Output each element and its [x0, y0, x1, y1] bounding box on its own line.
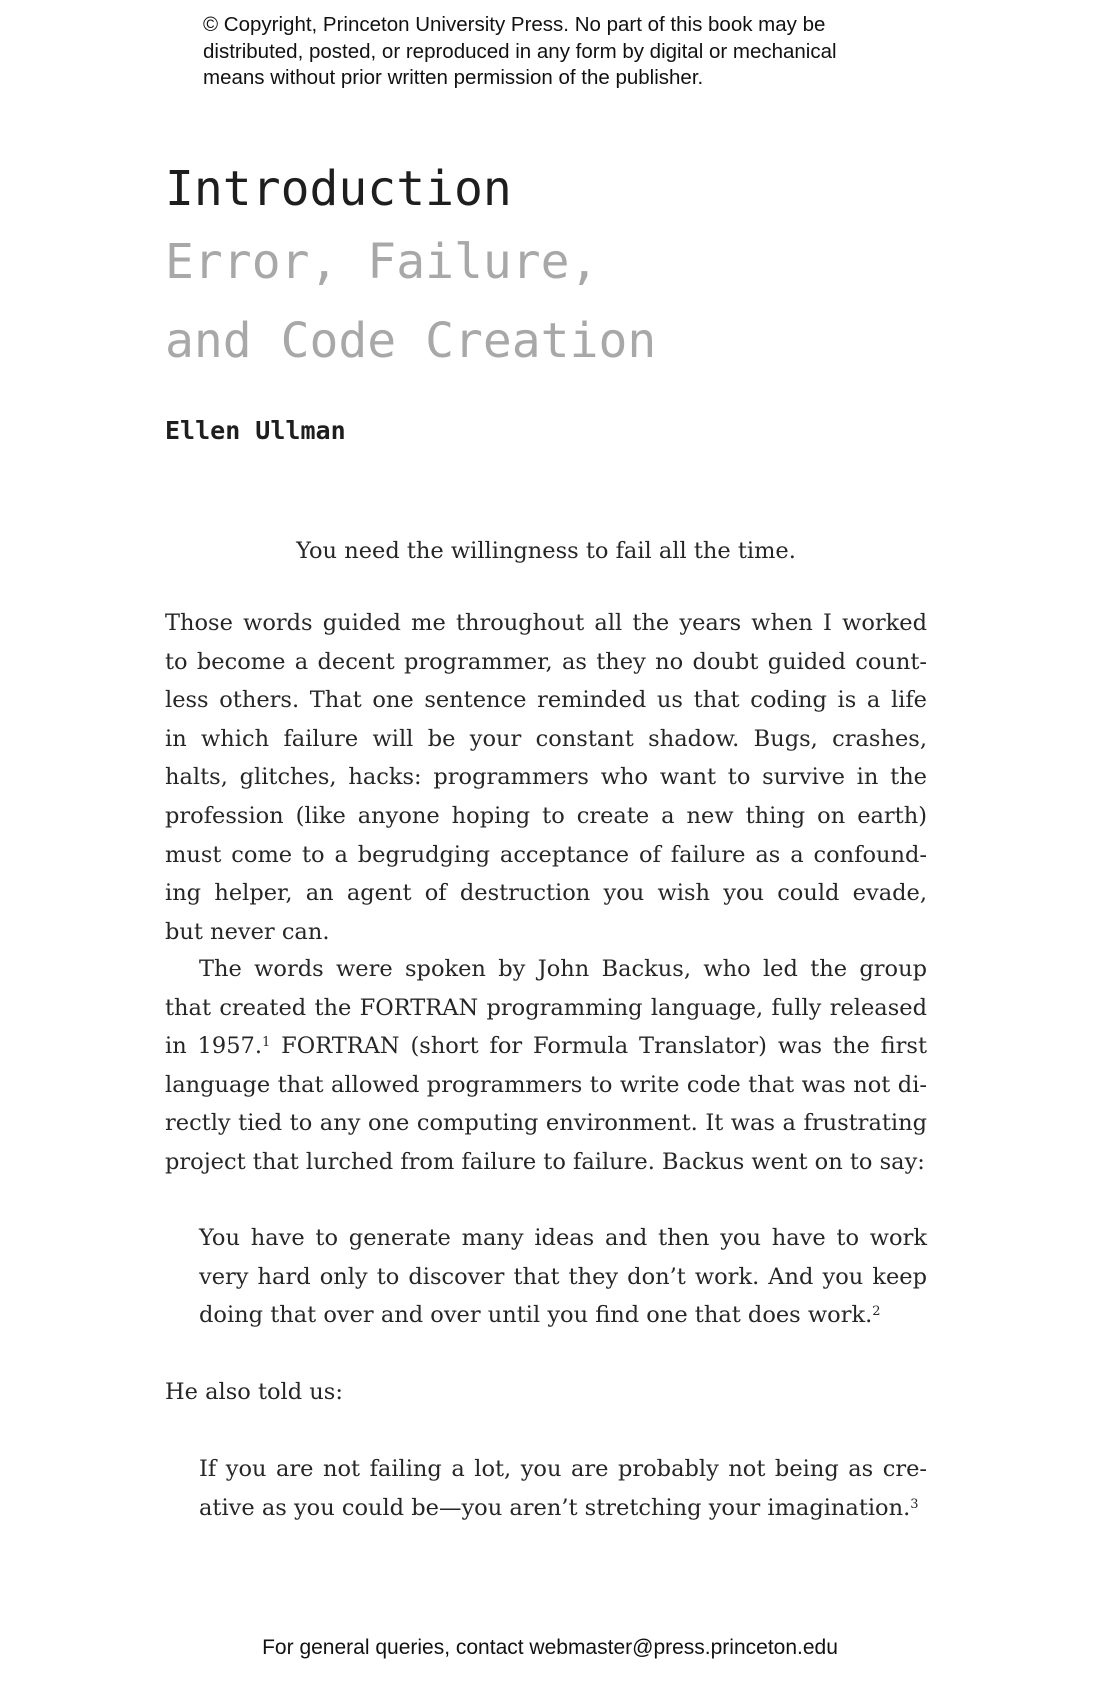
text-line: profession (like anyone hoping to create a new thing on earth) [165, 802, 927, 829]
text-line [165, 1027, 927, 1066]
text-line: very hard only to discover that they don’t work. And you keep [199, 1263, 927, 1290]
footnote-ref-3[interactable]: 3 [910, 1496, 919, 1512]
paragraph-2 [165, 950, 927, 1182]
footnote-ref-2[interactable]: 2 [872, 1304, 881, 1320]
text-line: Those words guided me throughout all the years when I worked [165, 610, 927, 636]
text-line: If you are not failing a lot, you are probably not being as cre- [199, 1456, 927, 1482]
text-line: to become a decent programmer, as they no doubt guided count- [165, 648, 927, 675]
text-segment: ative as you could be—you aren’t stretching your imagination. [199, 1494, 911, 1521]
chapter-subtitle-line: Error, Failure, [165, 234, 599, 290]
text-line: less others. That one sentence reminded us that coding is a life [165, 687, 927, 714]
text-line: rectly tied to any one computing environment. It was a frustrating [165, 1110, 927, 1137]
chapter-title: Introduction [165, 161, 512, 217]
paragraph-1 [165, 604, 927, 951]
text-line: You have to generate many ideas and then you have to work [199, 1225, 927, 1251]
copyright-line: © Copyright, Princeton University Press. No part of this book may be [203, 13, 826, 36]
footer-contact: For general queries, contact webmaster@press.princeton.edu [262, 1636, 838, 1659]
copyright-line: distributed, posted, or reproduced in any form by digital or mechanical [203, 39, 837, 63]
text-line: project that lurched from failure to failure. Backus went on to say: [165, 1148, 925, 1175]
footnote-ref-1[interactable]: 1 [261, 1035, 271, 1051]
text-line: in which failure will be your constant shadow. Bugs, crashes, [165, 725, 927, 752]
block-quote-1 [199, 1219, 927, 1335]
text-line: language that allowed programmers to write code that was not di- [165, 1071, 927, 1098]
text-line: that created the FORTRAN programming language, fully released [165, 994, 927, 1021]
text-line [199, 1296, 927, 1335]
text-line: halts, glitches, hacks: programmers who want to survive in the [165, 764, 927, 791]
copyright-notice [203, 12, 923, 92]
author-name: Ellen Ullman [165, 416, 346, 445]
text-line [199, 1489, 927, 1528]
text-segment: doing that over and over until you find one that does work. [199, 1302, 873, 1329]
text-segment: FORTRAN (short for Formula Translator) was the first [270, 1033, 927, 1060]
text-line: must come to a begrudging acceptance of failure as a confound- [165, 841, 927, 868]
epigraph: You need the willingness to fail all the time. [296, 538, 796, 564]
text-line: ing helper, an agent of destruction you wish you could evade, [165, 880, 927, 907]
block-quote-2 [199, 1450, 927, 1527]
paragraph-3: He also told us: [165, 1379, 343, 1405]
text-line: The words were spoken by John Backus, who led the group [199, 956, 927, 982]
text-segment: in 1957. [165, 1033, 262, 1060]
chapter-heading [165, 156, 656, 380]
text-line: but never can. [165, 918, 330, 945]
chapter-subtitle-line: and Code Creation [165, 313, 657, 369]
copyright-line: means without prior written permission of the publisher. [203, 66, 704, 89]
